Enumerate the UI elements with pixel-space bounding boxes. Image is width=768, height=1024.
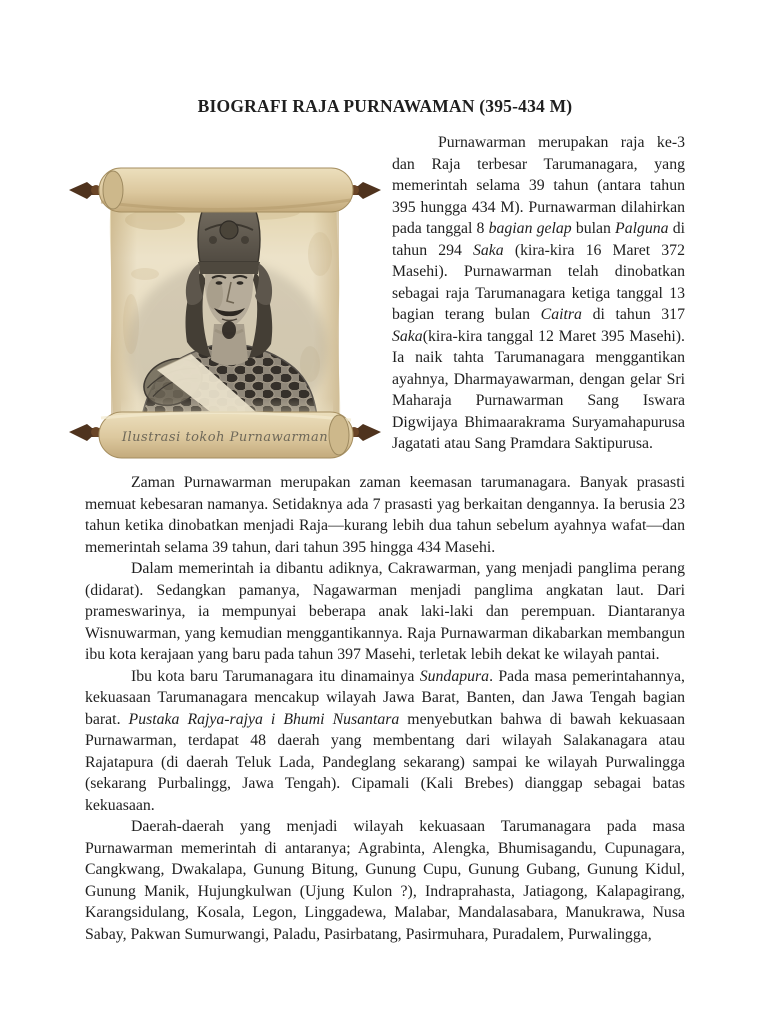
paragraph-region-list: Daerah-daerah yang menjadi wilayah kekuasaan Tarumanagara pada masa Purnawarman memerintah di antaranya; Agrabinta, Alengka, Bhumisagandu, Cupunagara, Cangkwang, Dwakalapa, Gunung Bitung, Gunung Cupu, Gunung Gubang, Gunung Kidul, Gunung Manik, Hujungkulwan (Ujung Kulon ?), Indraprahasta, Jatiagong, Kalapagirang, Karangsidulang, Kosala, Legon, Linggadewa, Malabar, Mandalasabara, Manukrawa, Nusa Sabay, Pakwan Sumurwangi, Paladu, Pasirbatang, Pasirmuhara, Puradalem, Purwalingga, xyxy=(85,818,685,943)
scroll-portrait-illustration xyxy=(65,134,385,470)
paragraph-golden-age: Zaman Purnawarman merupakan zaman keemasan tarumanagara. Banyak prasasti memuat kebesaran namanya. Setidaknya ada 7 prasasti yag berkaitan dengannya. Ia berusia 23 tahun ketika dinobatkan menjadi Raja—kurang lebih dua tahun sebelum ayahnya wafat—dan memerintah selama 39 tahun, dari tahun 395 hingga 434 Masehi. xyxy=(85,474,685,556)
document-body xyxy=(85,132,685,945)
paragraph-capital-territory: Ibu kota baru Tarumanagara itu dinamainya Sundapura. Pada masa pemerintahannya, kekuasaan Tarumanagara mencakup wilayah Jawa Barat, Banten, dan Jawa Tengah bagian barat. Pustaka Rajya-rajya i Bhumi Nusantara menyebutkan bahwa di bawah kekuasaan Purnawarman, terdapat 48 daerah yang membentang dari wilayah Salakanagara atau Rajatapura (di daerah Teluk Lada, Pandeglang sekarang) sampai ke wilayah Purwalingga (sekarang Purbalingg, Jawa Tengah). Cipamali (Kali Brebes) dianggap sebagai batas kekuasaan. xyxy=(85,667,685,814)
scroll-top-roll xyxy=(99,168,353,212)
page-title: BIOGRAFI RAJA PURNAWAMAN (395-434 M) xyxy=(197,96,573,116)
portrait-figure xyxy=(65,134,385,470)
figure-caption: Ilustrasi tokoh Purnawarman xyxy=(121,429,329,445)
paragraph-government: Dalam memerintah ia dibantu adiknya, Cakrawarman, yang menjadi panglima perang (didarat). Sedangkan pamanya, Nagawarman menjadi panglima angkatan laut. Dari prameswarinya, ia mempunyai beberapa anak laki-laki dan perempuan. Diantaranya Wisnuwarman, yang kemudian menggantikannya. Raja Purnawarman dikabarkan membangun ibu kota kerajaan yang baru pada tahun 397 Masehi, terletak lebih dekat ke wilayah pantai. xyxy=(85,560,685,663)
paragraph-biography-intro: Purnawarman merupakan raja ke-3 dan Raja terbesar Tarumanagara, yang memerintah selama 39 tahun (antara tahun 395 hungga 434 M). Purnawarman dilahirkan pada tanggal 8 bagian gelap bulan Palguna di tahun 294 Saka (kira-kira 16 Maret 372 Masehi). Purnawarman telah dinobatkan sebagai raja Tarumanagara ketiga tanggal 13 bagian terang bulan Caitra di tahun 317 Saka(kira-kira tanggal 12 Maret 395 Masehi). Ia naik tahta Tarumanagara menggantikan ayahnya, Dharmayawarman, dengan gelar Sri Maharaja Purnawarman Sang Iswara Digwijaya Bhimaarakrama Suryamahapurusa Jagatati atau Sang Pramdara Saktipurusa. xyxy=(392,134,685,452)
